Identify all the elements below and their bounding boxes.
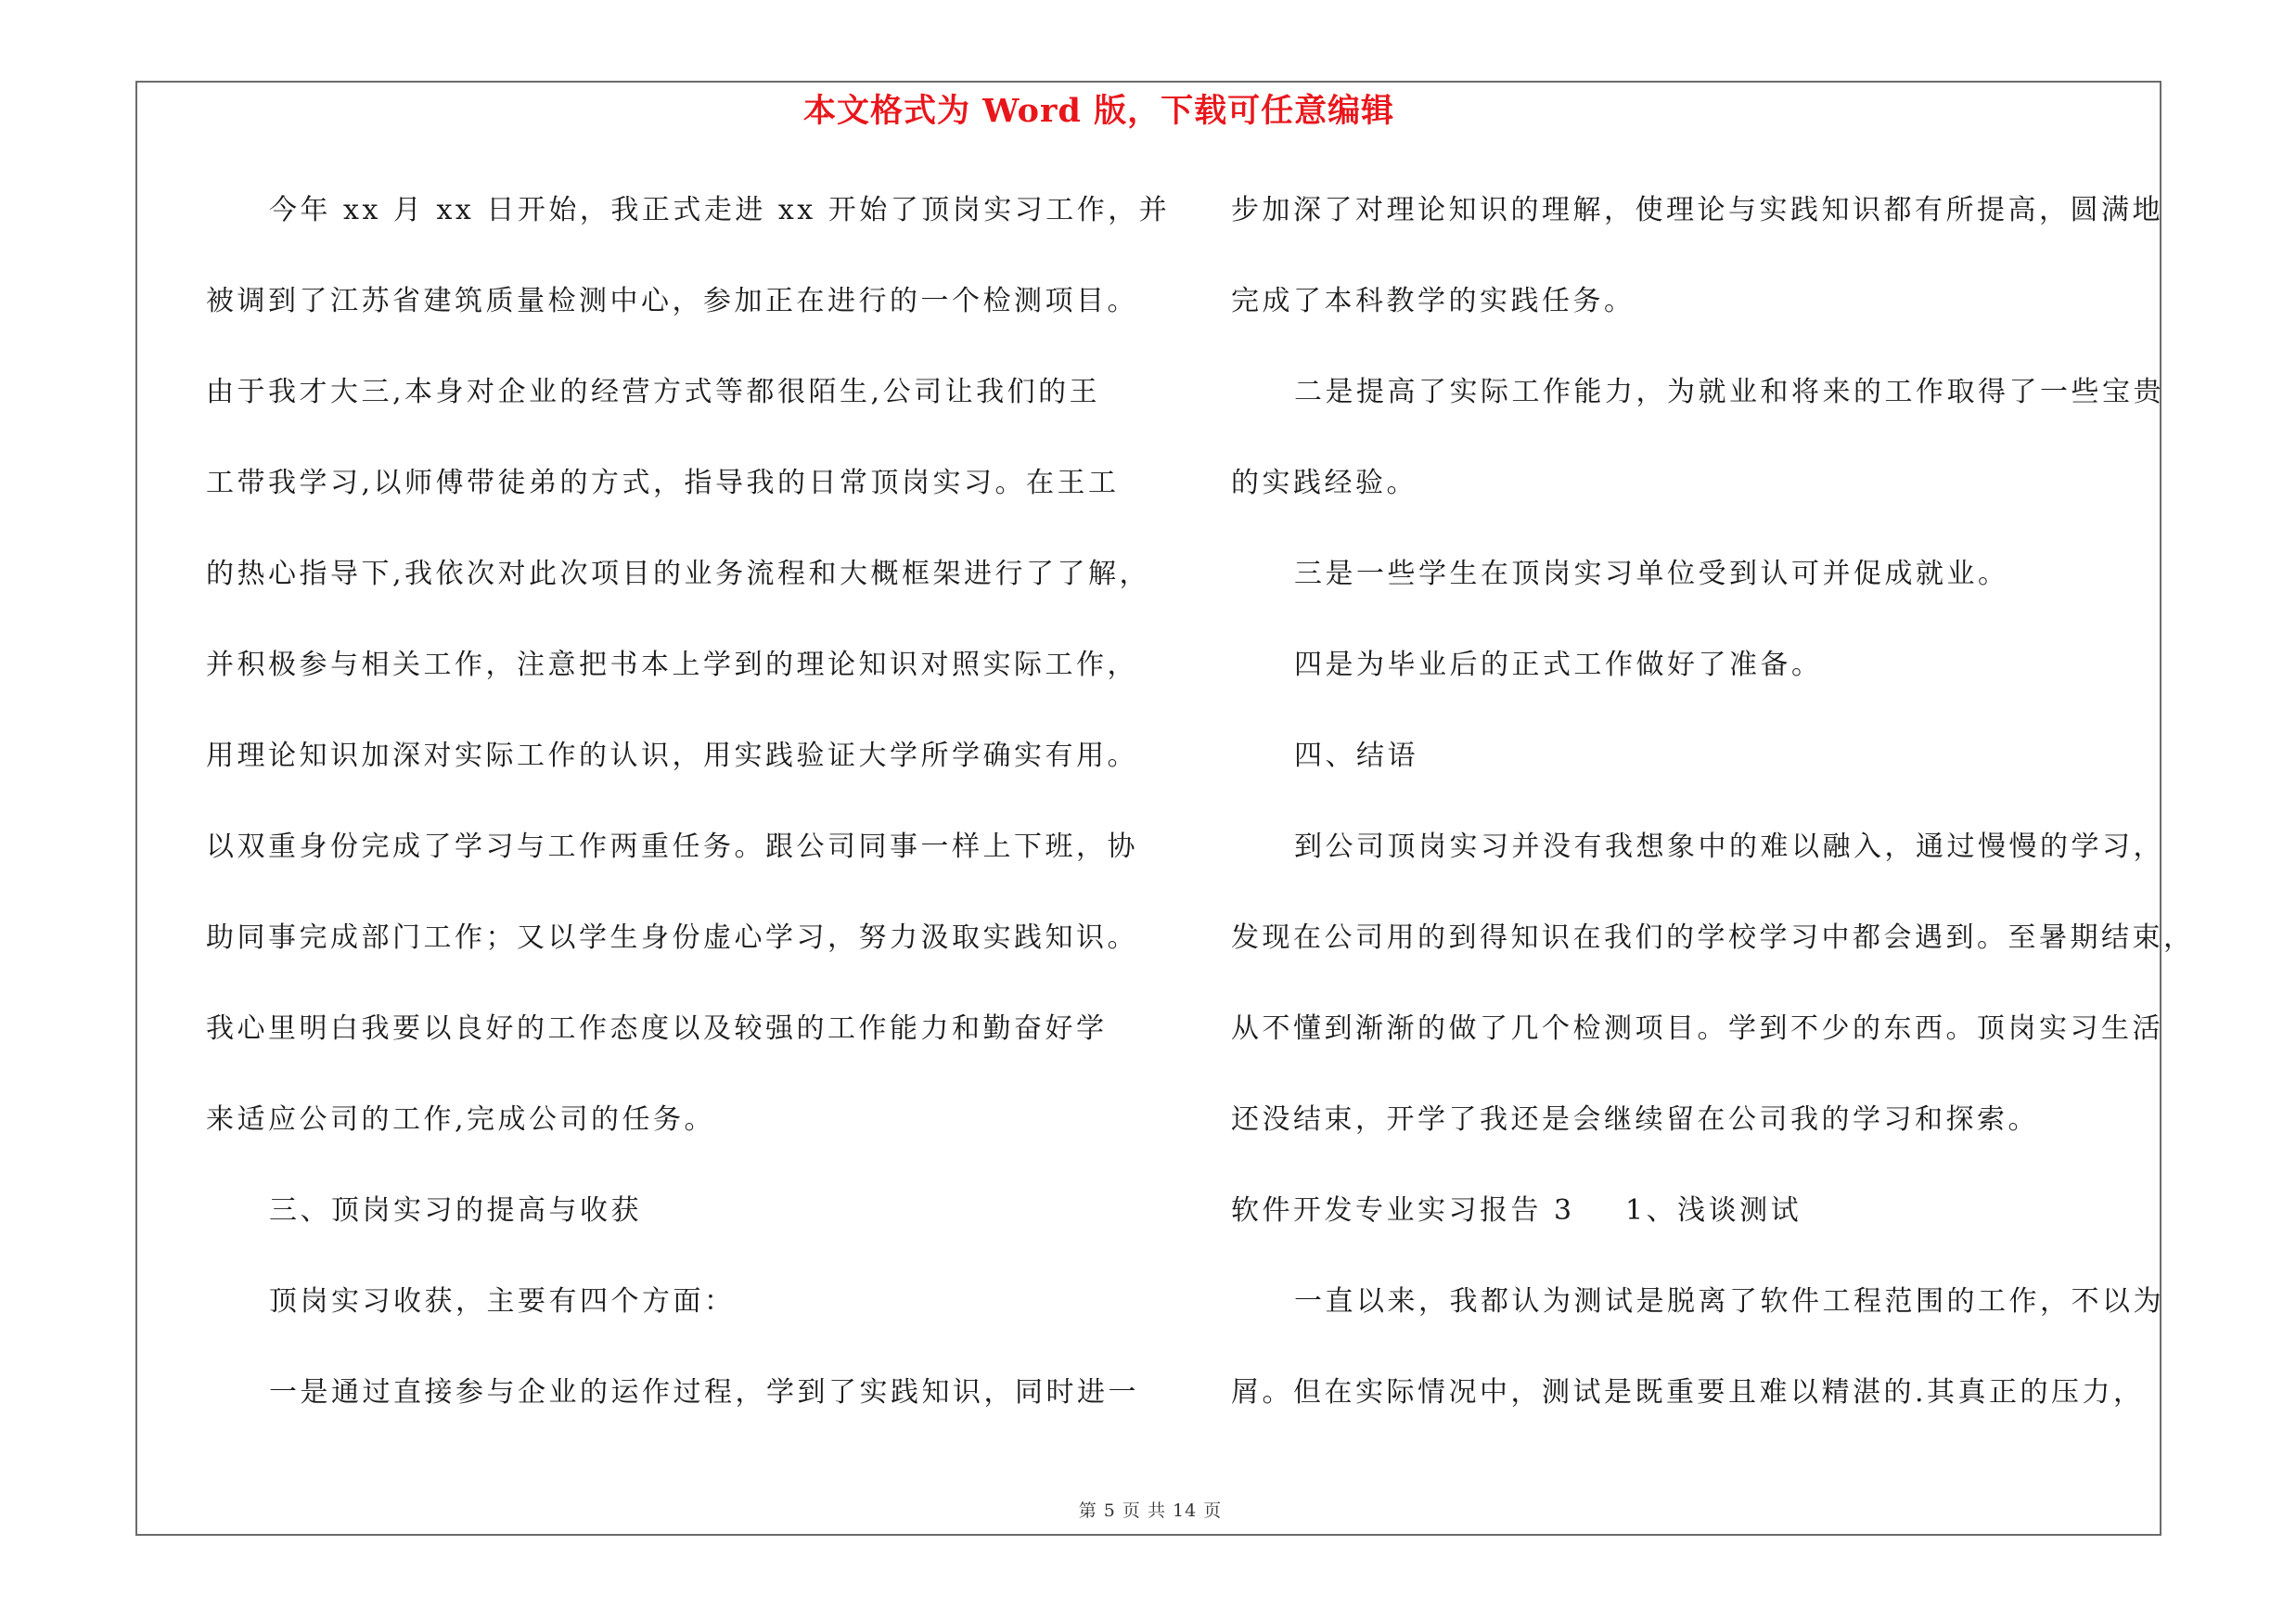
paragraph-line: 还没结束，开学了我还是会继续留在公司我的学习和探索。 bbox=[1231, 1103, 2039, 1136]
paragraph-line: 四是为毕业后的正式工作做好了准备。 bbox=[1294, 649, 1823, 681]
section-heading: 四、结语 bbox=[1294, 740, 1418, 772]
left-text-column bbox=[206, 165, 1171, 1438]
paragraph-line: 的热心指导下,我依次对此次项目的业务流程和大概框架进行了了解， bbox=[206, 558, 1151, 590]
paragraph-line: 从不懂到渐渐的做了几个检测项目。学到不少的东西。顶岗实习生活 bbox=[1231, 1012, 2163, 1045]
section-heading: 三、顶岗实习的提高与收获 bbox=[269, 1194, 642, 1227]
paragraph-line: 今年 xx 月 xx 日开始，我正式走进 xx 开始了顶岗实习工作，并 bbox=[269, 194, 1171, 226]
report-title-line bbox=[1231, 1166, 2205, 1256]
paragraph-line: 工带我学习,以师傅带徒弟的方式，指导我的日常顶岗实习。在王工 bbox=[206, 467, 1120, 499]
paragraph-line: 步加深了对理论知识的理解，使理论与实践知识都有所提高，圆满地 bbox=[1231, 194, 2163, 226]
paragraph-line: 以双重身份完成了学习与工作两重任务。跟公司同事一样上下班，协 bbox=[206, 831, 1138, 863]
page-number-footer: 第 5 页 共 14 页 bbox=[1078, 1501, 1223, 1521]
subsection-heading: 1、浅谈测试 bbox=[1625, 1194, 1802, 1227]
paragraph-line: 来适应公司的工作,完成公司的任务。 bbox=[206, 1103, 716, 1136]
right-text-column bbox=[1231, 165, 2205, 1438]
paragraph-line: 我心里明白我要以良好的工作态度以及较强的工作能力和勤奋好学 bbox=[206, 1012, 1108, 1045]
paragraph-line: 的实践经验。 bbox=[1231, 467, 1417, 499]
report-title: 软件开发专业实习报告 3 bbox=[1231, 1194, 1575, 1227]
paragraph-line: 屑。但在实际情况中，测试是既重要且难以精湛的.其真正的压力， bbox=[1231, 1376, 2145, 1409]
paragraph-line: 三是一些学生在顶岗实习单位受到认可并促成就业。 bbox=[1294, 558, 2009, 590]
paragraph-line: 助同事完成部门工作；又以学生身份虚心学习，努力汲取实践知识。 bbox=[206, 921, 1138, 954]
paragraph-line: 被调到了江苏省建筑质量检测中心，参加正在进行的一个检测项目。 bbox=[206, 285, 1138, 317]
paragraph-line: 由于我才大三,本身对企业的经营方式等都很陌生,公司让我们的王 bbox=[206, 376, 1101, 408]
paragraph-line: 顶岗实习收获，主要有四个方面： bbox=[269, 1285, 736, 1318]
paragraph-line: 用理论知识加深对实际工作的认识，用实践验证大学所学确实有用。 bbox=[206, 740, 1138, 772]
paragraph-line: 一是通过直接参与企业的运作过程，学到了实践知识，同时进一 bbox=[269, 1376, 1139, 1409]
paragraph-line: 二是提高了实际工作能力，为就业和将来的工作取得了一些宝贵 bbox=[1294, 376, 2164, 408]
paragraph-line: 并积极参与相关工作，注意把书本上学到的理论知识对照实际工作， bbox=[206, 649, 1138, 681]
document-header-notice: 本文格式为 Word 版，下载可任意编辑 bbox=[803, 92, 1395, 130]
paragraph-line: 完成了本科教学的实践任务。 bbox=[1231, 285, 1635, 317]
paragraph-line: 到公司顶岗实习并没有我想象中的难以融入，通过慢慢的学习， bbox=[1294, 831, 2164, 863]
paragraph-line: 发现在公司用的到得知识在我们的学校学习中都会遇到。至暑期结束， bbox=[1231, 921, 2195, 954]
paragraph-line: 一直以来，我都认为测试是脱离了软件工程范围的工作，不以为 bbox=[1294, 1285, 2164, 1318]
